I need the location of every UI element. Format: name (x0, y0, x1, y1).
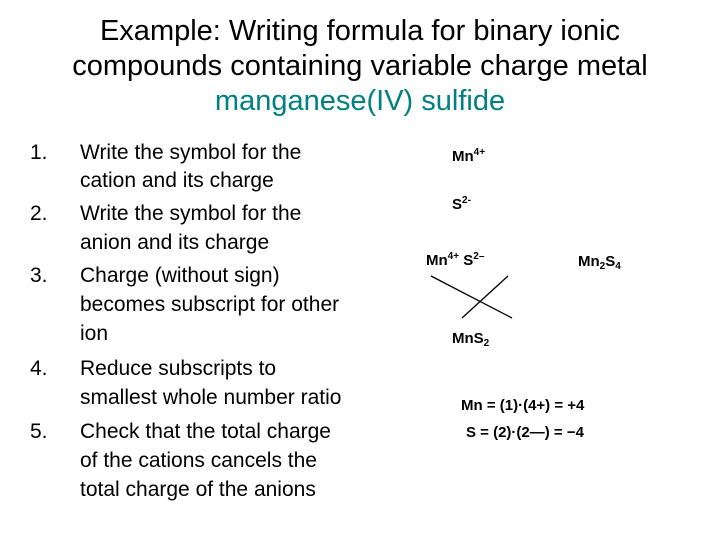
step-4-text: Reduce subscripts to (80, 357, 277, 380)
step-3-number: 3. (30, 264, 48, 287)
step-5-number: 5. (30, 420, 48, 443)
step-4-number: 4. (30, 357, 48, 380)
step-5-text: of the cations cancels the (80, 449, 317, 472)
reduced-formula: MnS$_2$ (452, 330, 490, 349)
unreduced-formula: $Mn_2S_4$ (578, 253, 621, 272)
step-3-text: ion (80, 322, 109, 345)
step-2-number: 2. (30, 202, 48, 225)
anion-symbol: $S^{2-}$ (452, 195, 471, 213)
step-3-text: Charge (without sign) (80, 264, 280, 287)
step-4-text: smallest whole number ratio (80, 386, 342, 409)
step-1-text: cation and its charge (80, 169, 274, 192)
title-line-2: compounds containing variable charge metal (72, 50, 648, 82)
step-2-text: anion and its charge (80, 231, 270, 254)
cation-symbol: $Mn^{4+}$ (452, 147, 486, 165)
step-2-text: Write the symbol for the (80, 202, 302, 225)
step-1-number: 1. (30, 141, 48, 164)
charge-check-mn: Mn = (1)·(4+) = +4 (461, 397, 585, 414)
crossed-charges: $Mn^{4+}$ $S^{2-}$ (426, 251, 485, 269)
title-compound: manganese(IV) sulfide (214, 85, 506, 117)
charge-check-s: S = (2)·(2—) = −4 (466, 424, 584, 441)
step-5-text: total charge of the anions (80, 478, 316, 501)
step-5-text: Check that the total charge (80, 420, 331, 443)
step-3-text: becomes subscript for other (80, 293, 340, 316)
step-1-text: Write the symbol for the (80, 141, 302, 164)
title-line-1: Example: Writing formula for binary ionic (99, 15, 621, 47)
